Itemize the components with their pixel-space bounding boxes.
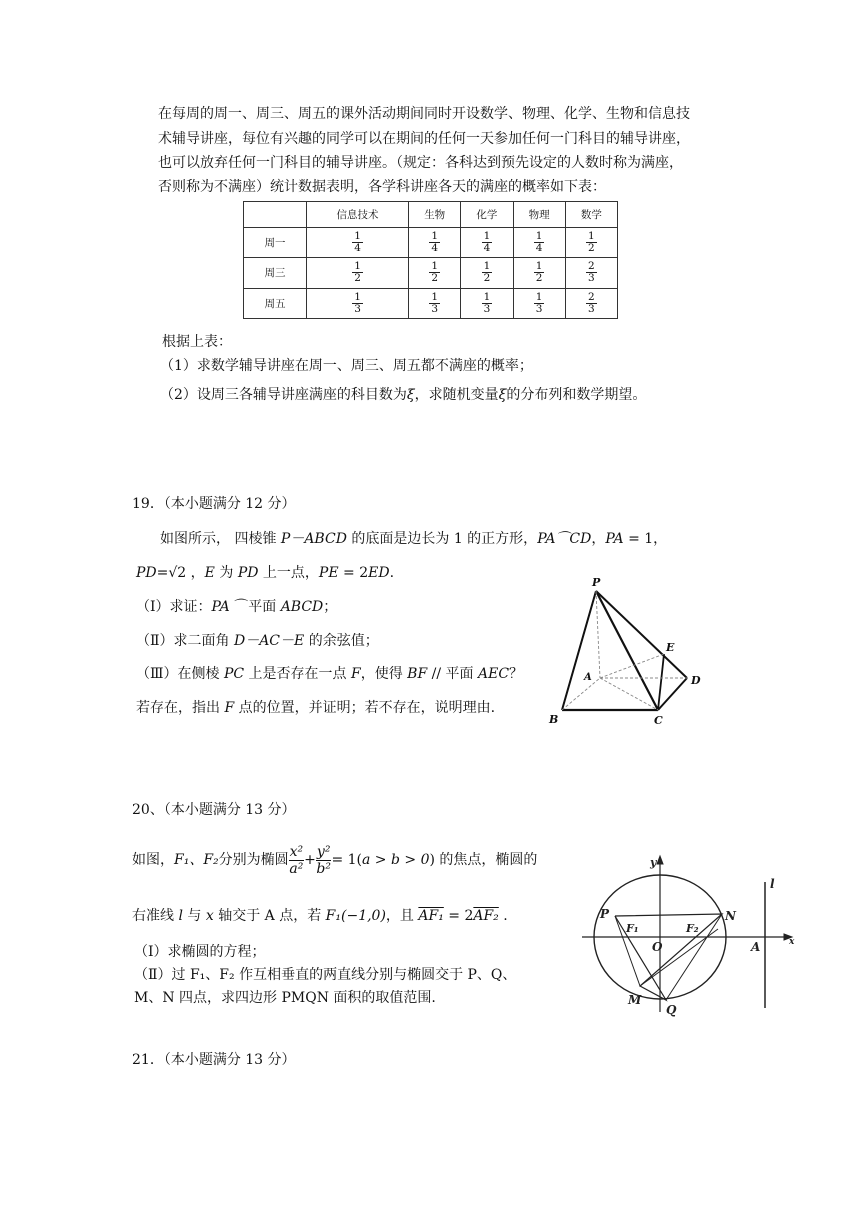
q18-paragraph-line-3: 也可以放弃任何一门科目的辅导讲座。（规定：各科达到预先设定的人数时称为满座， xyxy=(158,155,683,171)
numerator: 1 xyxy=(535,290,543,303)
denominator: b² xyxy=(316,860,331,877)
numerator: 1 xyxy=(354,290,361,303)
q18-paragraph-line-1: 在每周的周一、周三、周五的课外活动期间同时开设数学、物理、化学、生物和信息技 xyxy=(158,106,690,122)
label-B: B xyxy=(549,713,559,726)
math-text: AEC xyxy=(477,666,510,682)
math-text: F xyxy=(351,666,361,682)
pyramid-figure xyxy=(540,572,720,732)
numerator: 2 xyxy=(588,260,595,273)
denominator: 4 xyxy=(483,242,491,255)
text: // 平面 xyxy=(427,666,478,682)
label-M: M xyxy=(628,993,642,1007)
label-D: D xyxy=(691,674,701,687)
math-text: PD xyxy=(136,565,157,581)
text: = 1( xyxy=(331,852,362,868)
denominator: 3 xyxy=(588,272,595,285)
table-cell xyxy=(513,288,565,318)
numerator: 1 xyxy=(535,230,543,243)
xi-symbol: ξ xyxy=(406,387,415,403)
edge-AE xyxy=(600,654,664,678)
math-text: E xyxy=(204,565,215,581)
numerator: 1 xyxy=(354,230,361,243)
label-Q: Q xyxy=(666,1003,677,1017)
x-squared-over-a-squared xyxy=(289,844,305,877)
table-cell xyxy=(409,258,461,288)
table-header-cell: 生物 xyxy=(409,202,461,228)
table-header-row xyxy=(244,202,618,228)
denominator: 3 xyxy=(535,302,543,315)
table-row xyxy=(244,288,618,318)
denominator: 3 xyxy=(588,302,595,315)
denominator: 2 xyxy=(588,242,595,255)
vector-AF1: AF₁ xyxy=(418,908,444,924)
math-text: PA⌒CD xyxy=(537,531,592,547)
q18-part-2-text: （2）设周三各辅导讲座满座的科目数为 xyxy=(160,387,407,403)
table-header-cell: 物理 xyxy=(513,202,565,228)
text: ？ xyxy=(509,666,524,682)
label-P: P xyxy=(592,576,601,589)
label-A: A xyxy=(584,672,592,683)
text: ， xyxy=(591,531,606,547)
math-text: a > b > 0 xyxy=(362,852,430,868)
q18-part-2-text: ，求随机变量 xyxy=(414,387,499,403)
label-C: C xyxy=(654,714,663,727)
text: 的底面是边长为 1 的正方形， xyxy=(346,531,538,547)
text: 上一点， xyxy=(258,565,319,581)
label-F2: F₂ xyxy=(686,922,699,935)
math-text: D－AC－E xyxy=(233,633,305,649)
vector-AF2: AF₂ xyxy=(473,908,499,924)
text: ； xyxy=(323,599,338,615)
q21-title: 21．（本小题满分 13 分） xyxy=(132,1052,296,1068)
math-text: F₁(−1,0) xyxy=(325,908,386,924)
text: ) 的焦点，椭圆的 xyxy=(429,852,538,868)
text: 右准线 xyxy=(132,908,179,924)
numerator: x² xyxy=(289,843,304,860)
q19-item-1 xyxy=(136,597,337,617)
text: = 1， xyxy=(623,531,668,547)
table-cell xyxy=(461,288,513,318)
label-A: A xyxy=(751,940,761,954)
edge-PC xyxy=(596,591,658,710)
edge-CD xyxy=(658,678,687,710)
math-text: PA xyxy=(211,599,230,615)
table-cell xyxy=(461,258,513,288)
numerator: 1 xyxy=(588,230,595,243)
numerator: 1 xyxy=(431,290,439,303)
q19-title: 19．（本小题满分 12 分） xyxy=(132,496,296,512)
table-header-cell xyxy=(244,202,307,228)
label-y: y xyxy=(650,856,657,869)
q20-line-2 xyxy=(132,906,508,926)
q19-item-3 xyxy=(136,664,523,684)
math-text: x xyxy=(205,908,214,924)
table-row xyxy=(244,228,618,258)
text: =√2 ， xyxy=(156,565,205,581)
q20-item-3: M、N 四点，求四边形 PMQN 面积的取值范围. xyxy=(134,990,436,1006)
numerator: 1 xyxy=(431,260,439,273)
math-text: PE xyxy=(318,565,339,581)
label-P: P xyxy=(600,907,610,921)
numerator: 1 xyxy=(354,260,361,273)
q19-line-1 xyxy=(160,529,667,549)
q18-part-2-text: 的分布列和数学期望。 xyxy=(506,387,647,403)
label-E: E xyxy=(666,641,675,654)
edge-EC xyxy=(658,654,664,710)
denominator: 3 xyxy=(431,302,439,315)
q18-part-1: （1）求数学辅导讲座在周一、周三、周五都不满座的概率； xyxy=(160,358,533,374)
text: 为 xyxy=(214,565,238,581)
label-N: N xyxy=(725,909,736,923)
numerator: y² xyxy=(316,843,331,860)
q19-line-2 xyxy=(136,563,394,583)
text: = 2 xyxy=(338,565,369,581)
edge-PB xyxy=(562,591,596,710)
table-cell xyxy=(409,288,461,318)
text: （Ⅲ）在侧棱 xyxy=(136,666,224,682)
numerator: 1 xyxy=(431,230,439,243)
denominator: 4 xyxy=(354,242,361,255)
denominator: a² xyxy=(289,860,304,877)
edge-AB xyxy=(562,678,600,710)
q20-item-1: （Ⅰ）求椭圆的方程； xyxy=(134,944,266,960)
table-cell xyxy=(307,288,409,318)
label-F1: F₁ xyxy=(626,922,639,935)
y-axis-arrow xyxy=(657,856,663,864)
math-text: F₁、F₂ xyxy=(174,852,219,868)
denominator: 2 xyxy=(535,272,543,285)
y-squared-over-b-squared xyxy=(316,844,332,877)
q18-after-table: 根据上表： xyxy=(162,334,232,350)
math-text: PA xyxy=(605,531,624,547)
table-cell xyxy=(513,258,565,288)
text: 如图所示， 四棱锥 xyxy=(160,531,281,547)
q18-paragraph-line-4: 否则称为不满座）统计数据表明，各学科讲座各天的满座的概率如下表： xyxy=(158,179,606,195)
numerator: 1 xyxy=(483,230,491,243)
edge-PA xyxy=(596,591,600,678)
text: 与 xyxy=(182,908,206,924)
label-O: O xyxy=(652,940,663,954)
text: 的余弦值； xyxy=(304,633,379,649)
table-header-cell: 信息技术 xyxy=(307,202,409,228)
math-text: BF xyxy=(407,666,428,682)
table-cell xyxy=(565,258,617,288)
table-cell xyxy=(307,258,409,288)
q20-item-2: （Ⅱ）过 F₁、F₂ 作互相垂直的两直线分别与椭圆交于 P、Q、 xyxy=(134,967,517,983)
text: 如图， xyxy=(132,852,174,868)
table-cell xyxy=(307,228,409,258)
numerator: 2 xyxy=(588,290,595,303)
denominator: 4 xyxy=(431,242,439,255)
numerator: 1 xyxy=(483,290,491,303)
denominator: 4 xyxy=(535,242,543,255)
text: （Ⅱ）求二面角 xyxy=(136,633,234,649)
probability-table xyxy=(243,201,618,319)
label-l: l xyxy=(770,877,775,891)
denominator: 2 xyxy=(483,272,491,285)
table-cell xyxy=(461,228,513,258)
table-cell xyxy=(565,288,617,318)
table-header-cell: 化学 xyxy=(461,202,513,228)
plus-sign: + xyxy=(304,852,316,868)
table-day-cell: 周一 xyxy=(244,228,307,258)
math-text: PD xyxy=(237,565,259,581)
q18-part-2 xyxy=(160,385,646,405)
ellipse-figure xyxy=(578,852,806,1018)
text: . xyxy=(389,565,395,581)
text: ，且 xyxy=(385,908,419,924)
math-text: ED xyxy=(368,565,390,581)
table-cell xyxy=(565,228,617,258)
q19-item-2 xyxy=(136,631,379,651)
table-day-cell: 周三 xyxy=(244,258,307,288)
text: 分别为椭圆 xyxy=(218,852,289,868)
text: ，使得 xyxy=(360,666,408,682)
text: ⌒平面 xyxy=(229,599,281,615)
table-header-cell: 数学 xyxy=(565,202,617,228)
text: = 2 xyxy=(443,908,474,924)
math-text: PC xyxy=(223,666,245,682)
text: 若存在，指出 xyxy=(136,700,225,716)
math-text: ABCD xyxy=(280,599,324,615)
math-text: F xyxy=(224,700,235,716)
q19-item-4 xyxy=(136,698,495,718)
table-row xyxy=(244,258,618,288)
xi-symbol: ξ xyxy=(498,387,507,403)
numerator: 1 xyxy=(535,260,543,273)
q20-title: 20、（本小题满分 13 分） xyxy=(132,802,296,818)
denominator: 2 xyxy=(431,272,439,285)
text: （Ⅰ）求证： xyxy=(136,599,212,615)
text: 轴交于 A 点，若 xyxy=(213,908,326,924)
math-text: P－ABCD xyxy=(280,531,347,547)
text: . xyxy=(498,908,508,924)
q18-paragraph-line-2: 术辅导讲座，每位有兴趣的同学可以在期间的任何一天参加任何一门科目的辅导讲座， xyxy=(158,131,690,147)
table-cell xyxy=(409,228,461,258)
label-x: x xyxy=(789,937,795,947)
text: 上是否存在一点 xyxy=(244,666,351,682)
denominator: 2 xyxy=(354,272,361,285)
edge-PD xyxy=(596,591,687,678)
text: 点的位置，并证明；若不存在，说明理由. xyxy=(234,700,496,716)
denominator: 3 xyxy=(483,302,491,315)
table-day-cell: 周五 xyxy=(244,288,307,318)
q20-line-1 xyxy=(132,838,537,882)
math-text: l xyxy=(178,908,183,924)
denominator: 3 xyxy=(354,302,361,315)
table-cell xyxy=(513,228,565,258)
numerator: 1 xyxy=(483,260,491,273)
